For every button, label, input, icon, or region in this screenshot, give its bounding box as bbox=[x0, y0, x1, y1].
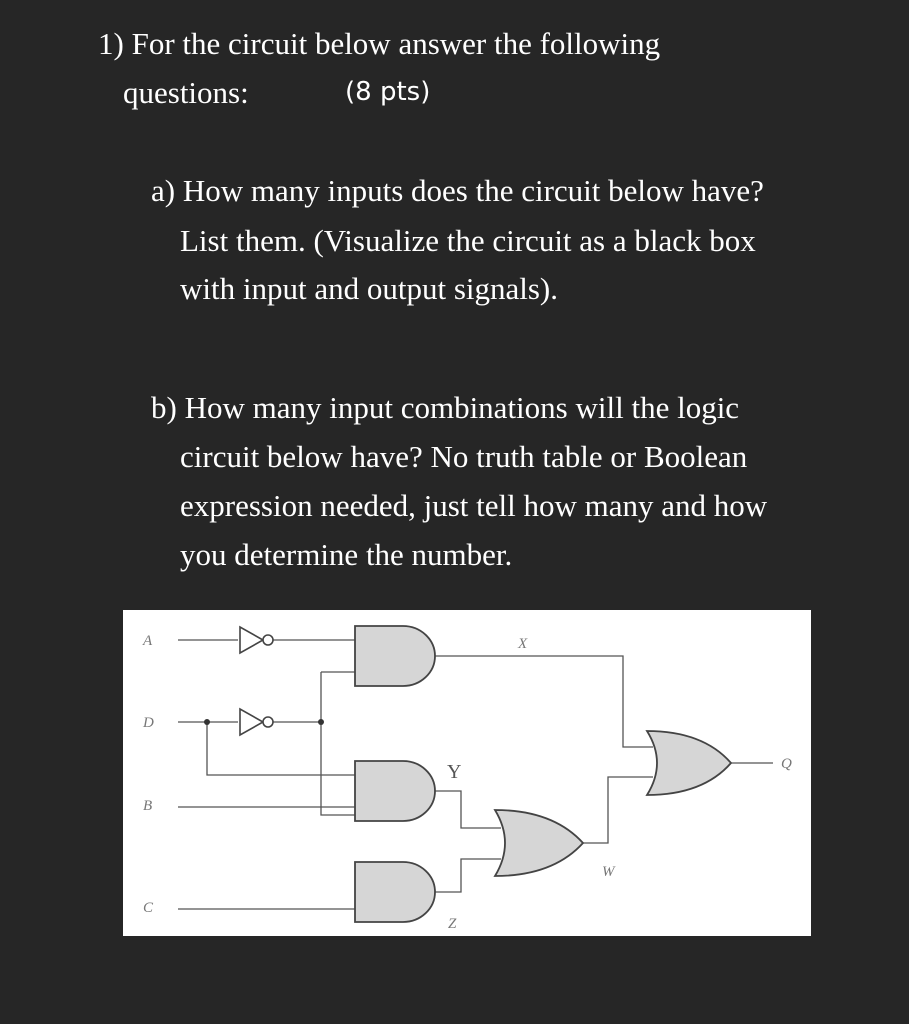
not-bubble-a bbox=[263, 635, 273, 645]
input-label-d: D bbox=[143, 715, 154, 731]
input-label-a: A bbox=[143, 633, 153, 649]
wire-z bbox=[435, 859, 501, 892]
signal-label-w: W bbox=[602, 864, 615, 880]
circuit-svg bbox=[123, 610, 811, 936]
part-a-line-1: a) How many inputs does the circuit below have? bbox=[151, 173, 764, 208]
not-gate-a bbox=[240, 627, 263, 653]
points-label: (8 pts) bbox=[345, 77, 431, 107]
part-b-line-1: b) How many input combinations will the logic bbox=[151, 390, 740, 425]
and-gate-x bbox=[355, 626, 435, 686]
and-gate-z bbox=[355, 862, 435, 922]
wire-not-d-branch bbox=[321, 672, 355, 815]
circuit-diagram bbox=[123, 610, 811, 936]
signal-label-y: Y bbox=[447, 761, 462, 783]
part-b-line-4: you determine the number. bbox=[180, 537, 513, 572]
wire-y bbox=[435, 791, 501, 828]
not-gate-d bbox=[240, 709, 263, 735]
junction-dot bbox=[318, 719, 324, 725]
and-gate-y bbox=[355, 761, 435, 821]
wire-d-to-and2 bbox=[207, 722, 355, 775]
part-a-line-3: with input and output signals). bbox=[180, 271, 559, 306]
not-bubble-d bbox=[263, 717, 273, 727]
signal-label-x: X bbox=[518, 636, 528, 652]
wire-w bbox=[583, 777, 653, 843]
question-line-2: questions: bbox=[123, 75, 249, 110]
part-b-line-3: expression needed, just tell how many and how bbox=[180, 488, 768, 523]
or-gate-w bbox=[495, 810, 583, 876]
wire-x bbox=[435, 656, 653, 747]
part-a-line-2: List them. (Visualize the circuit as a black box bbox=[180, 223, 756, 258]
or-gate-q bbox=[647, 731, 731, 795]
signal-label-z: Z bbox=[448, 916, 457, 932]
input-label-b: B bbox=[143, 798, 153, 814]
part-b-line-2: circuit below have? No truth table or Boolean bbox=[180, 439, 748, 474]
output-label-q: Q bbox=[781, 756, 792, 772]
junction-dot bbox=[204, 719, 210, 725]
question-line-1: 1) For the circuit below answer the following bbox=[98, 26, 661, 61]
input-label-c: C bbox=[143, 900, 154, 916]
